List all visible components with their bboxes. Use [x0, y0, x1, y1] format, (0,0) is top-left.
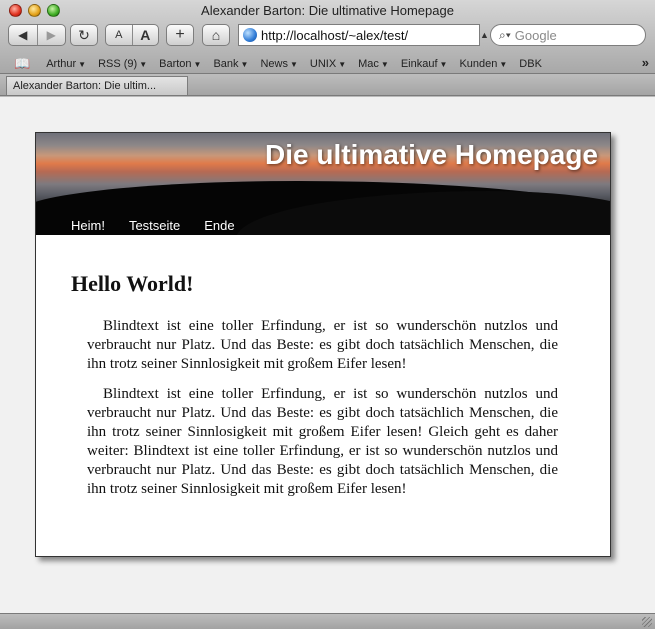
web-content [0, 97, 655, 613]
url-dropdown-icon[interactable]: ▲ [480, 30, 489, 40]
bookmark-item[interactable]: Arthur ▼ [46, 58, 87, 70]
url-text: http://localhost/~alex/test/ [261, 27, 409, 43]
nav-link-ende[interactable]: Ende [204, 218, 235, 233]
main-content [36, 235, 610, 499]
paragraph: Blindtext ist eine toller Erfindung, er ist so wunderschön nutzlos und verbraucht nur Platz. Und das Beste: es gibt doch tatsächlich Menschen, die ihn trotz seiner Sinnlosigkeit mit großem Eifer lesen! [87, 318, 558, 372]
bookmark-item[interactable]: Barton ▼ [159, 58, 202, 70]
bookmarks-overflow-button[interactable]: » [641, 55, 649, 70]
bookmark-item[interactable]: Kunden ▼ [459, 58, 508, 70]
nav-link-home[interactable]: Heim! [71, 218, 105, 233]
bookmarks-book-icon[interactable]: 📖 [14, 56, 31, 71]
bookmarks-bar [0, 55, 655, 73]
search-field[interactable] [490, 24, 646, 46]
search-placeholder: Google [514, 27, 557, 43]
address-bar[interactable] [238, 24, 480, 46]
tab-bar [0, 74, 655, 96]
bookmark-item[interactable]: Einkauf ▼ [400, 58, 448, 70]
site-title: Die ultimative Homepage [265, 139, 598, 170]
paragraph: Blindtext ist eine toller Erfindung, er ist so wunderschön nutzlos und verbraucht nur Platz. Und das Beste: es gibt doch tatsächlich Menschen, die ihn trotz seiner Sinnlosigkeit mit großem Eifer lesen! Gleich geht es daher weiter: Blindtext ist eine toller Erfindung, er ist so wunderschön nutzlos und verbraucht nur Platz. Und das Beste: es gibt doch tatsächlich Menschen, die ihn trotz seiner Sinnlosigkeit mit großem Eifer lesen! [87, 386, 558, 497]
header-banner [36, 133, 610, 235]
page-container [35, 132, 611, 557]
site-nav [71, 218, 235, 233]
toolbar [0, 22, 655, 52]
bookmark-item[interactable]: Bank ▼ [213, 58, 249, 70]
status-bar [0, 613, 655, 629]
search-icon: ⌕▾ [499, 27, 511, 42]
page-heading: Hello World! [71, 271, 194, 296]
globe-icon [243, 28, 257, 42]
bookmark-item[interactable]: DBK [519, 58, 542, 70]
text-size-group [105, 24, 159, 46]
nav-link-testseite[interactable]: Testseite [128, 218, 181, 233]
browser-chrome [0, 0, 655, 74]
back-button[interactable]: ◀ [18, 28, 28, 42]
bookmark-item[interactable]: News ▼ [260, 58, 298, 70]
text-bigger-button[interactable]: A [140, 27, 151, 43]
back-forward-group [8, 24, 66, 46]
tab-active[interactable]: Alexander Barton: Die ultim... [6, 76, 188, 95]
reload-button[interactable]: ↻ [70, 24, 98, 46]
bookmark-item[interactable]: RSS (9) ▼ [98, 58, 148, 70]
resize-grip-icon[interactable] [642, 617, 652, 627]
window-title: Alexander Barton: Die ultimative Homepage [201, 3, 454, 18]
bookmark-item[interactable]: Mac ▼ [358, 58, 389, 70]
bookmark-item[interactable]: UNIX ▼ [309, 58, 347, 70]
add-bookmark-button[interactable]: + [166, 24, 194, 46]
forward-button[interactable]: ▶ [46, 28, 56, 42]
home-button[interactable]: ⌂ [202, 24, 230, 46]
text-smaller-button[interactable]: A [115, 29, 123, 41]
